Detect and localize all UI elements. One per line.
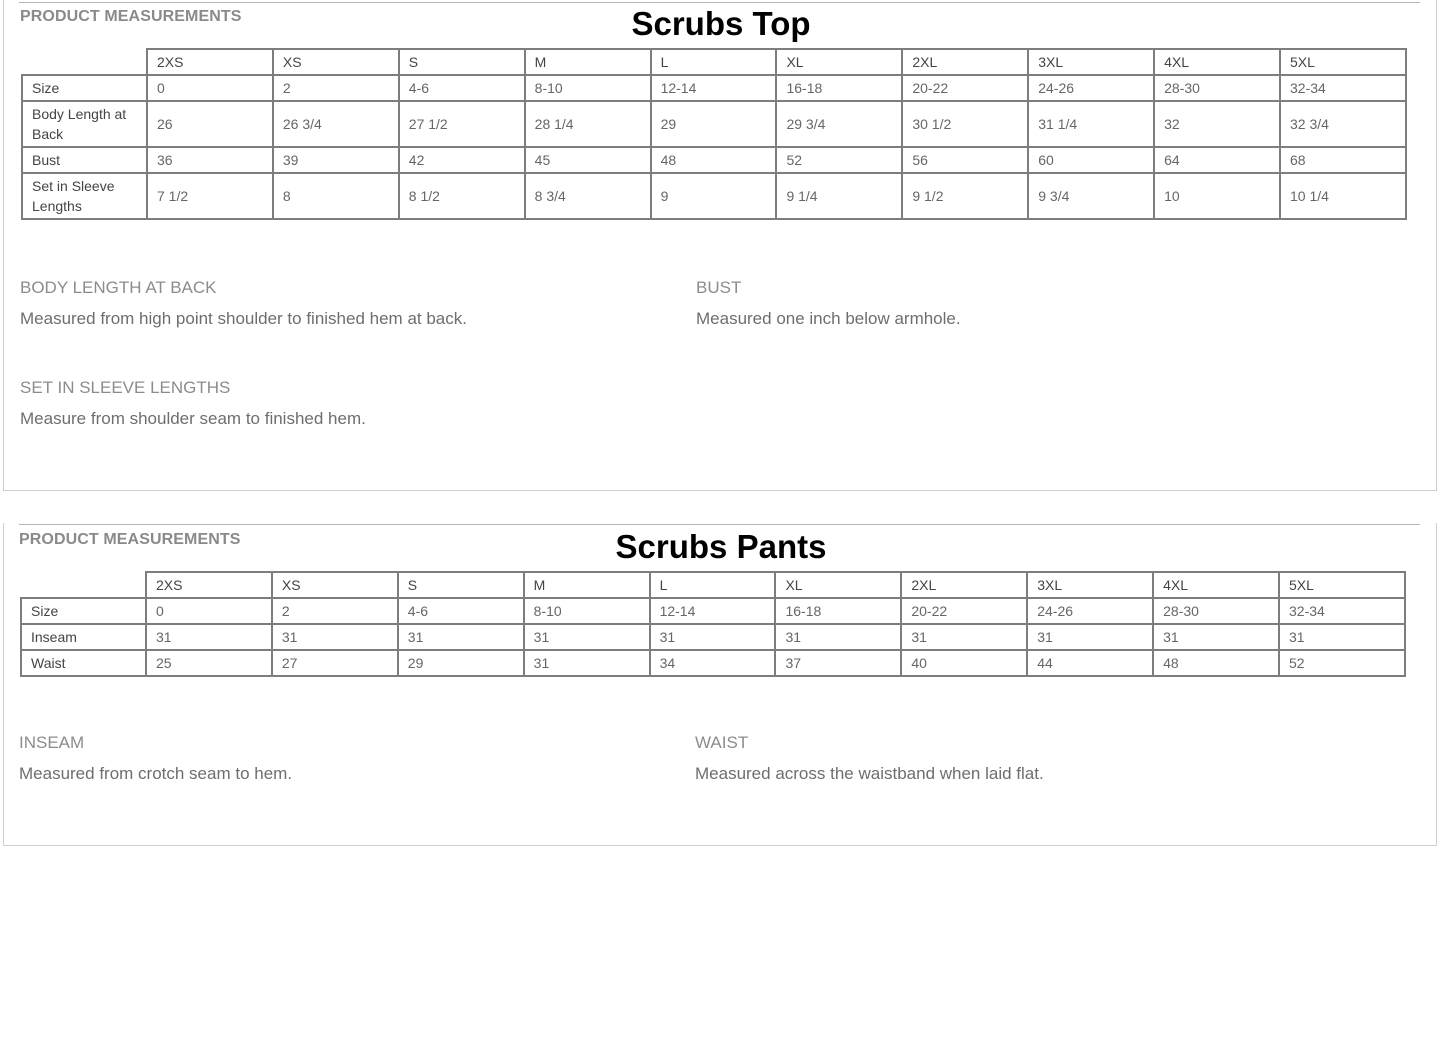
table-cell: 4-6 <box>399 75 525 101</box>
table-row <box>21 598 1405 624</box>
table-cell: 37 <box>775 650 901 676</box>
measurement-description <box>20 278 467 329</box>
table-cell: 2 <box>272 598 398 624</box>
table-row <box>22 101 1406 147</box>
table-cell: 48 <box>651 147 777 173</box>
column-header: L <box>651 49 777 75</box>
row-label: Bust <box>22 147 147 173</box>
description-term: BODY LENGTH AT BACK <box>20 278 217 297</box>
table-cell: 8 <box>273 173 399 219</box>
table-cell: 31 <box>272 624 398 650</box>
table-cell: 7 1/2 <box>147 173 273 219</box>
table-cell: 12-14 <box>650 598 776 624</box>
table-cell: 68 <box>1280 147 1406 173</box>
table-cell: 32-34 <box>1280 75 1406 101</box>
divider <box>19 2 1420 3</box>
row-label: Inseam <box>21 624 146 650</box>
table-cell: 8 1/2 <box>399 173 525 219</box>
scrubs-top-panel <box>3 0 1437 491</box>
column-header: S <box>399 49 525 75</box>
table-cell: 9 3/4 <box>1028 173 1154 219</box>
column-header: 4XL <box>1154 49 1280 75</box>
table-cell: 31 <box>524 650 650 676</box>
table-cell: 31 <box>1279 624 1405 650</box>
column-header: XL <box>776 49 902 75</box>
table-cell: 12-14 <box>651 75 777 101</box>
row-label: Set in Sleeve Lengths <box>22 173 147 219</box>
column-header: 3XL <box>1027 572 1153 598</box>
table-cell: 30 1/2 <box>902 101 1028 147</box>
table-corner <box>22 49 147 75</box>
table-cell: 32-34 <box>1279 598 1405 624</box>
column-header: XL <box>775 572 901 598</box>
table-cell: 28-30 <box>1153 598 1279 624</box>
table-cell: 32 <box>1154 101 1280 147</box>
table-cell: 52 <box>1279 650 1405 676</box>
description-text: Measure from shoulder seam to finished hem. <box>20 409 366 428</box>
description-term: WAIST <box>695 733 749 752</box>
table-header-row <box>22 49 1406 75</box>
table-cell: 34 <box>650 650 776 676</box>
description-text: Measured from high point shoulder to finished hem at back. <box>20 309 467 328</box>
table-cell: 8 3/4 <box>525 173 651 219</box>
table-row <box>21 650 1405 676</box>
description-text: Measured from crotch seam to hem. <box>19 764 293 783</box>
table-cell: 45 <box>525 147 651 173</box>
table-cell: 64 <box>1154 147 1280 173</box>
size-table <box>21 48 1407 220</box>
description-term: BUST <box>696 278 742 297</box>
row-label: Size <box>21 598 146 624</box>
column-header: XS <box>272 572 398 598</box>
table-cell: 2 <box>273 75 399 101</box>
table-cell: 29 <box>398 650 524 676</box>
table-cell: 31 <box>146 624 272 650</box>
table-cell: 10 1/4 <box>1280 173 1406 219</box>
row-label: Body Length at Back <box>22 101 147 147</box>
table-cell: 24-26 <box>1027 598 1153 624</box>
table-cell: 27 <box>272 650 398 676</box>
table-cell: 52 <box>776 147 902 173</box>
table-cell: 16-18 <box>775 598 901 624</box>
table-cell: 31 <box>775 624 901 650</box>
measurement-description <box>19 733 292 784</box>
column-header: L <box>650 572 776 598</box>
column-header: 4XL <box>1153 572 1279 598</box>
size-table <box>20 571 1406 677</box>
table-cell: 60 <box>1028 147 1154 173</box>
column-header: 2XL <box>901 572 1027 598</box>
table-cell: 36 <box>147 147 273 173</box>
chart-title: Scrubs Top <box>631 5 811 42</box>
table-cell: 31 <box>398 624 524 650</box>
table-row <box>22 75 1406 101</box>
table-cell: 16-18 <box>776 75 902 101</box>
table-cell: 25 <box>146 650 272 676</box>
row-label: Size <box>22 75 147 101</box>
table-cell: 26 <box>147 101 273 147</box>
table-header-row <box>21 572 1405 598</box>
divider <box>19 524 1420 525</box>
table-cell: 31 <box>901 624 1027 650</box>
table-cell: 44 <box>1027 650 1153 676</box>
measurement-description <box>696 278 961 329</box>
table-cell: 20-22 <box>902 75 1028 101</box>
description-text: Measured one inch below armhole. <box>696 309 961 328</box>
table-cell: 39 <box>273 147 399 173</box>
table-cell: 31 <box>524 624 650 650</box>
table-cell: 8-10 <box>524 598 650 624</box>
column-header: 2XL <box>902 49 1028 75</box>
table-cell: 9 1/2 <box>902 173 1028 219</box>
column-header: 5XL <box>1279 572 1405 598</box>
column-header: S <box>398 572 524 598</box>
table-cell: 40 <box>901 650 1027 676</box>
section-label: PRODUCT MEASUREMENTS <box>20 8 242 25</box>
row-label: Waist <box>21 650 146 676</box>
table-cell: 31 <box>1027 624 1153 650</box>
table-cell: 8-10 <box>525 75 651 101</box>
table-row <box>22 173 1406 219</box>
table-cell: 28 1/4 <box>525 101 651 147</box>
measurement-description <box>695 733 1044 784</box>
table-cell: 9 <box>651 173 777 219</box>
column-header: M <box>525 49 651 75</box>
description-text: Measured across the waistband when laid flat. <box>695 764 1044 783</box>
table-cell: 29 3/4 <box>776 101 902 147</box>
table-cell: 10 <box>1154 173 1280 219</box>
table-cell: 31 <box>650 624 776 650</box>
table-cell: 48 <box>1153 650 1279 676</box>
table-cell: 0 <box>146 598 272 624</box>
chart-title: Scrubs Pants <box>615 528 827 565</box>
table-cell: 0 <box>147 75 273 101</box>
column-header: 3XL <box>1028 49 1154 75</box>
column-header: XS <box>273 49 399 75</box>
table-row <box>22 147 1406 173</box>
table-cell: 9 1/4 <box>776 173 902 219</box>
column-header: M <box>524 572 650 598</box>
table-cell: 31 1/4 <box>1028 101 1154 147</box>
section-label: PRODUCT MEASUREMENTS <box>19 531 241 548</box>
table-cell: 31 <box>1153 624 1279 650</box>
table-cell: 28-30 <box>1154 75 1280 101</box>
description-term: SET IN SLEEVE LENGTHS <box>20 378 231 397</box>
column-header: 2XS <box>146 572 272 598</box>
table-cell: 27 1/2 <box>399 101 525 147</box>
table-cell: 20-22 <box>901 598 1027 624</box>
table-cell: 42 <box>399 147 525 173</box>
table-cell: 56 <box>902 147 1028 173</box>
table-cell: 32 3/4 <box>1280 101 1406 147</box>
table-row <box>21 624 1405 650</box>
column-header: 2XS <box>147 49 273 75</box>
table-cell: 29 <box>651 101 777 147</box>
scrubs-pants-panel <box>3 523 1437 846</box>
table-cell: 26 3/4 <box>273 101 399 147</box>
table-corner <box>21 572 146 598</box>
measurement-description <box>20 378 366 429</box>
description-term: INSEAM <box>19 733 85 752</box>
table-cell: 24-26 <box>1028 75 1154 101</box>
column-header: 5XL <box>1280 49 1406 75</box>
table-cell: 4-6 <box>398 598 524 624</box>
